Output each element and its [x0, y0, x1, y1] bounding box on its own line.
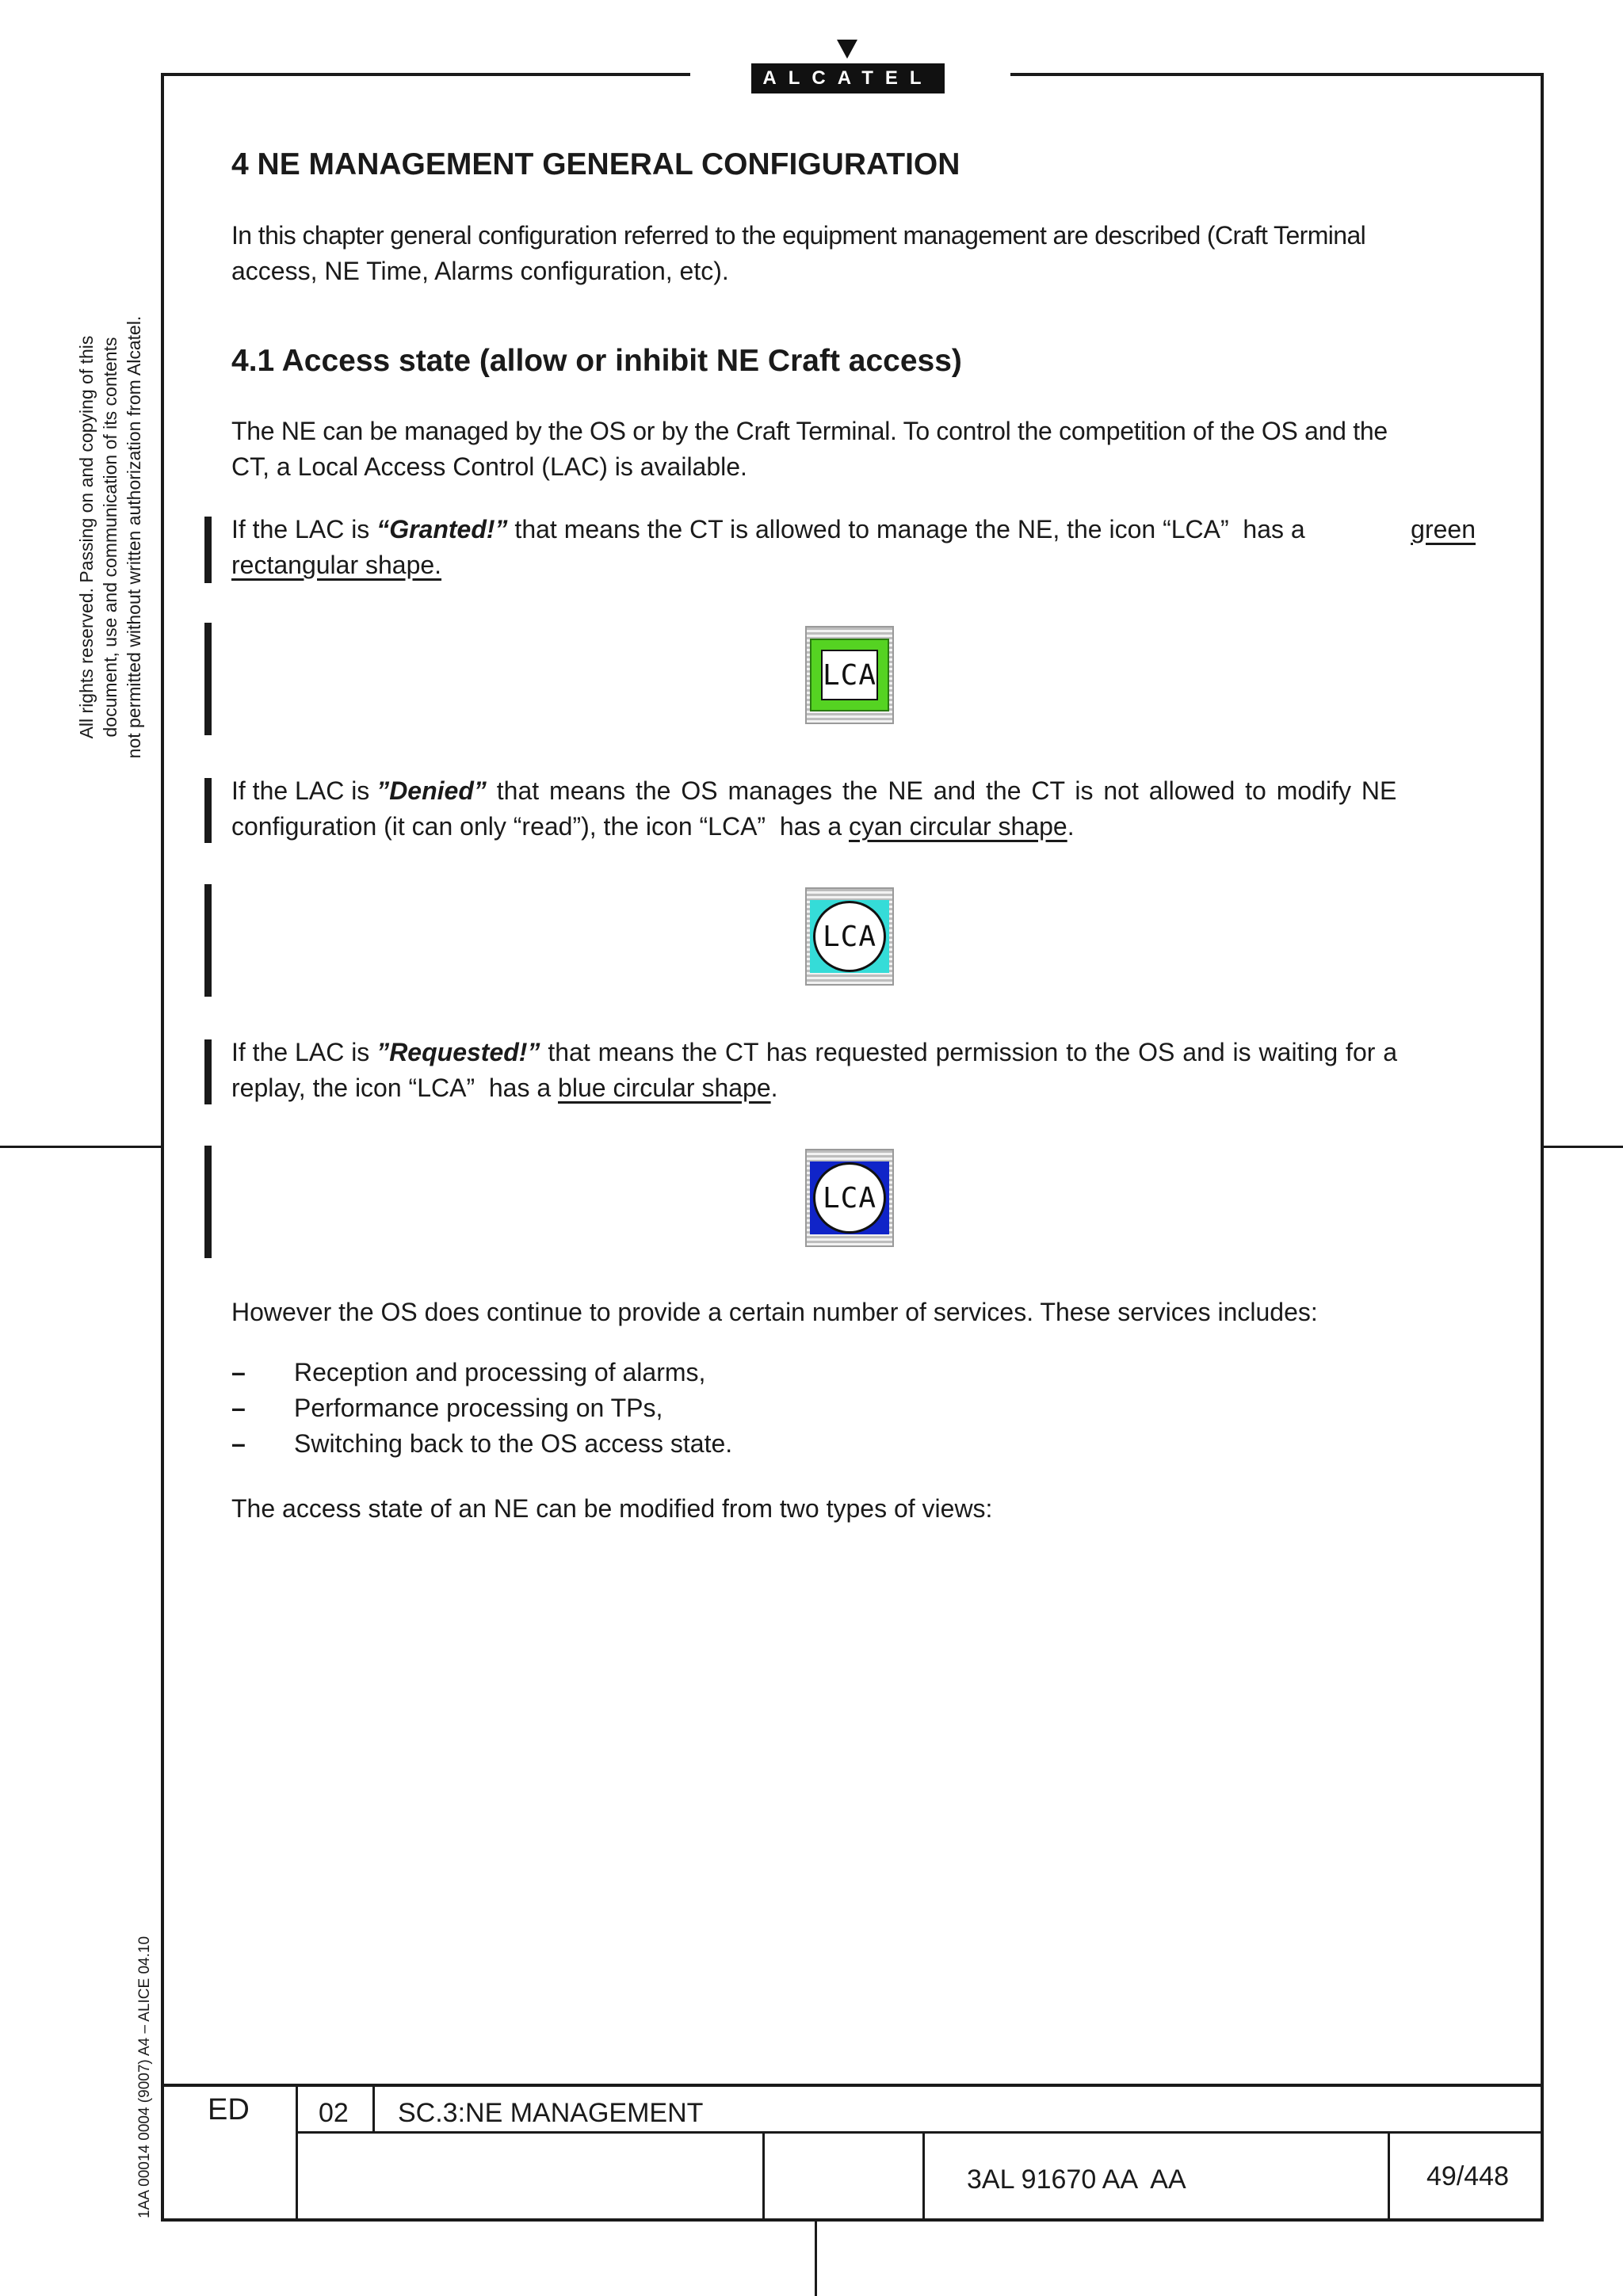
change-bar-2	[204, 623, 212, 735]
requested-shape: blue circular shape	[558, 1074, 771, 1102]
bullet-dash-2: –	[231, 1394, 246, 1422]
fold-mark-left	[0, 1146, 161, 1148]
form-code-text: 1AA 00014 0004 (9007) A4 – ALICE 04.10	[136, 1936, 153, 2218]
denied-paragraph	[231, 773, 1476, 845]
section-intro	[231, 218, 1476, 289]
footer-top-line	[161, 2084, 1544, 2087]
copyright-notice	[74, 268, 146, 807]
lca-granted-icon	[805, 626, 894, 724]
form-code	[133, 1909, 157, 2218]
denied-line2-post: .	[1067, 812, 1075, 841]
granted-state: “Granted!”	[376, 515, 508, 543]
copyright-line-3: not permitted without written authorization from Alcatel.	[124, 315, 144, 759]
section-intro-line-1: In this chapter general configuration referred to the equipment management are described (Craft Terminal	[231, 221, 1366, 250]
requested-paragraph	[231, 1035, 1476, 1106]
denied-post: that means the OS manages the NE and the CT is not allowed to modify NE	[486, 776, 1397, 805]
lca-granted-label: LCA	[822, 658, 877, 692]
copyright-line-1: All rights reserved. Passing on and copying of this	[76, 335, 97, 739]
service-item-3: Switching back to the OS access state.	[294, 1429, 733, 1458]
section-intro-line-2: access, NE Time, Alarms configuration, etc).	[231, 257, 729, 285]
footer-ed-value: 02	[319, 2098, 349, 2128]
service-item-1: Reception and processing of alarms,	[294, 1358, 706, 1386]
denied-state: ”Denied”	[376, 776, 487, 805]
change-bar-4	[204, 884, 212, 997]
footer-divider-5	[1388, 2131, 1390, 2220]
requested-pre: If the LAC is	[231, 1038, 377, 1066]
requested-line2-post: .	[770, 1074, 778, 1102]
bullet-dash-1: –	[231, 1358, 246, 1386]
granted-paragraph	[231, 512, 1476, 583]
change-bar-1	[204, 517, 212, 583]
change-bar-6	[204, 1146, 212, 1258]
frame-left	[161, 73, 164, 2222]
granted-shape-color: green	[1411, 515, 1476, 543]
frame-bottom	[161, 2218, 1544, 2222]
footer-page-number: 49/448	[1426, 2161, 1509, 2191]
footer-mid-line	[297, 2131, 1544, 2134]
subsection-heading: 4.1 Access state (allow or inhibit NE Craft access)	[231, 344, 962, 378]
logo-triangle-icon	[837, 40, 857, 59]
granted-pre: If the LAC is	[231, 515, 377, 543]
lca-denied-label: LCA	[822, 920, 877, 953]
granted-post: that means the CT is allowed to manage the NE, the icon “LCA” has a	[507, 515, 1312, 543]
subsection-paragraph	[231, 414, 1476, 485]
denied-line2-pre: configuration (it can only “read”), the icon “LCA” has a	[231, 812, 850, 841]
alcatel-logo	[751, 63, 945, 93]
fold-mark-bottom	[815, 2222, 817, 2296]
footer-divider-1	[296, 2084, 298, 2220]
fold-mark-right	[1544, 1146, 1623, 1148]
change-bar-3	[204, 778, 212, 843]
frame-top-left	[161, 73, 690, 76]
lca-requested-icon	[805, 1149, 894, 1247]
footer-divider-2	[372, 2084, 375, 2133]
requested-line2-pre: replay, the icon “LCA” has a	[231, 1074, 559, 1102]
change-bar-5	[204, 1039, 212, 1104]
footer-ed-label: ED	[208, 2093, 250, 2126]
services-intro: However the OS does continue to provide a certain number of services. These services includes:	[231, 1298, 1318, 1326]
denied-pre: If the LAC is	[231, 776, 377, 805]
frame-top-right	[1010, 73, 1544, 76]
views-intro: The access state of an NE can be modified from two types of views:	[231, 1494, 993, 1523]
copyright-line-2: document, use and communication of its contents	[100, 337, 120, 738]
lca-requested-label: LCA	[822, 1181, 877, 1215]
service-item-2: Performance processing on TPs,	[294, 1394, 663, 1422]
lca-denied-icon	[805, 887, 894, 986]
subsection-paragraph-line-2: CT, a Local Access Control (LAC) is available.	[231, 452, 747, 481]
requested-post: that means the CT has requested permission to the OS and is waiting for a	[540, 1038, 1398, 1066]
denied-shape: cyan circular shape	[849, 812, 1067, 841]
requested-state: ”Requested!”	[376, 1038, 540, 1066]
section-heading: 4 NE MANAGEMENT GENERAL CONFIGURATION	[231, 147, 960, 181]
footer-section-name: SC.3:NE MANAGEMENT	[398, 2098, 704, 2128]
granted-shape-kind: rectangular shape.	[231, 551, 442, 579]
footer-divider-3	[762, 2131, 765, 2220]
subsection-paragraph-line-1: The NE can be managed by the OS or by the Craft Terminal. To control the competition of the OS and the	[231, 417, 1388, 445]
bullet-dash-3: –	[231, 1429, 246, 1458]
footer-doc-code: 3AL 91670 AA AA	[967, 2164, 1186, 2195]
footer-divider-4	[922, 2131, 925, 2220]
logo-text: ALCATEL	[762, 67, 934, 89]
